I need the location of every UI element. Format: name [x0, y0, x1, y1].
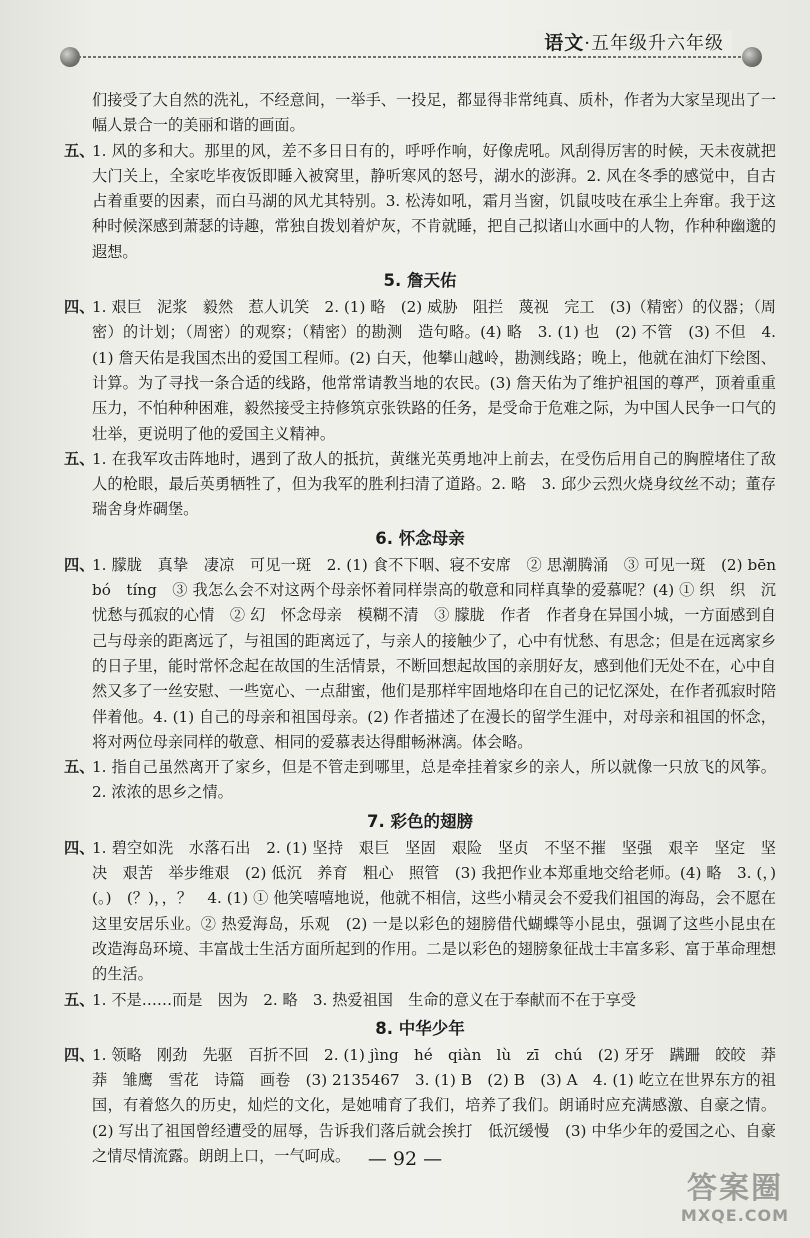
answer-paragraph — [64, 88, 776, 139]
answer-paragraph — [64, 447, 776, 523]
title-separator: · — [584, 33, 591, 54]
paragraph-text: 1. 领略 刚劲 先驱 百折不回 2. (1) jìng hé qiàn lù zī chú (2) 牙牙 蹒跚 皎皎 莽莽 雏鹰 雪花 诗篇 画卷 (3) 2135467 3. (1) B (2) B (3) A 4. (1) 屹立在世界东方的祖国，有着悠久的历史，灿烂的文化，是她哺育了我们，培养了我们。朗诵时应充满感激、自豪之情。(2) 写出了祖国曾经遭受的屈辱，告诉我们落后就会挨打 低沉缓慢 (3) 中华少年的爱国之心、自豪之情尽情流露。朗朗上口，一气呵成。 — [92, 1045, 776, 1165]
paragraph-text: 1. 风的多和大。那里的风，差不多日日有的，呼呼作响，好像虎吼。风刮得厉害的时候，天未夜就把大门关上，全家吃毕夜饭即睡入被窝里，静听寒风的怒号，湖水的澎湃。2. 风在冬季的感觉中，自古占着重要的因素，而白马湖的风尤其特别。3. 松涛如吼，霜月当窗，饥鼠吱吱在承尘上奔窜。我于这种时候深感到萧瑟的诗趣，常独自拨划着炉灰，不肯就睡，把自己拟诸山水画中的人物，作种种幽邈的遐想。 — [92, 141, 776, 261]
question-label: 五、 — [64, 141, 95, 160]
section-title: 8. 中华少年 — [375, 1018, 465, 1038]
paragraph-text: 1. 碧空如洗 水落石出 2. (1) 坚持 艰巨 坚固 艰险 坚贞 不坚不摧 坚强 艰辛 坚定 坚决 艰苦 举步维艰 (2) 低沉 养育 粗心 照管 (3) 我把作业本郑重地交给老师。(4) 略 3. (，) (。) (？)，，？ 4. (1) ① 他笑嘻嘻地说，他就不相信，这些小精灵会不爱我们祖国的海岛，会不愿在这里安居乐业。② 热爱海岛，乐观 (2) 一是以彩色的翅膀借代蝴蝶等小昆虫，强调了这些小昆虫在改造海岛环境、丰富战士生活方面所起到的作用。二是以彩色的翅膀象征战士丰富多彩、富于革命理想的生活。 — [92, 838, 792, 984]
paragraph-text: 们接受了大自然的洗礼，不经意间，一举手、一投足，都显得非常纯真、质朴，作者为大家呈现出了一幅人景合一的美丽和谐的画面。 — [92, 91, 776, 135]
paragraph-text: 1. 指自己虽然离开了家乡，但是不管走到哪里，总是牵挂着家乡的亲人，所以就像一只放飞的风筝。2. 浓浓的思乡之情。 — [92, 758, 776, 802]
bullet-ornament-icon — [60, 47, 80, 67]
answer-paragraph — [64, 295, 776, 447]
section-title: 5. 詹天佑 — [383, 271, 457, 291]
question-label: 四、 — [64, 838, 95, 857]
paragraph-text: 1. 艰巨 泥浆 毅然 惹人讥笑 2. (1) 略 (2) 威胁 阻拦 蔑视 完工 (3)（精密）的仪器；（周密）的计划；（周密）的观察；（精密）的勘测 造句略。(4) 略 3. (1) 也 (2) 不管 (3) 不但 4. (1) 詹天佑是我国杰出的爱国工程师。(2) 白天，他攀山越岭，勘测线路；晚上，他就在油灯下绘图、计算。为了寻找一条合适的线路，他常常请教当地的农民。(3) 詹天佑为了维护祖国的尊严，顶着重重压力，不怕种种困难，毅然接受主持修筑京张铁路的任务，是受命于危难之际，为中国人民争一口气的壮举，更说明了他的爱国主义精神。 — [92, 298, 776, 443]
answer-paragraph — [64, 139, 776, 265]
grade-label: 五年级升六年级 — [591, 33, 724, 54]
answer-paragraph — [64, 755, 776, 806]
paragraph-text: 1. 朦胧 真挚 凄凉 可见一斑 2. (1) 食不下咽、寝不安席 ② 思潮腾涌 ③ 可见一斑 (2) bēn bó tíng ③ 我怎么会不对这两个母亲怀着同样崇高的敬意和同样真挚的爱慕呢？(4) ① 织 织 沉 忧愁与孤寂的心情 ② 幻 怀念母亲 模糊不清 ③ 朦胧 作者 作者身在异国小城，一方面感到自己与母亲的距离远了，与祖国的距离远了，与亲人的接触少了，心中有忧愁、有思念；但是在远离家乡的日子里，能时常怀念起在故国的生活情景，不断回想起故国的亲朋好友，感到他们无处不在，心中自然又多了一丝安慰、一些宽心、一点甜蜜，他们是那样牢固地烙印在自己的记忆深处，在作者孤寂时陪伴着他。4. (1) 自己的母亲和祖国母亲。(2) 作者描述了在漫长的留学生涯中，对母亲和祖国的怀念，将对两位母亲同样的敬意、相同的爱慕表达得酣畅淋漓。体会略。 — [92, 555, 792, 751]
watermark-logo — [670, 1172, 800, 1232]
watermark-title: 答案圈 — [687, 1171, 783, 1206]
question-label: 五、 — [64, 758, 95, 777]
question-label: 四、 — [64, 1045, 95, 1064]
answer-paragraph — [64, 553, 792, 755]
answer-paragraph — [64, 836, 792, 988]
question-label: 四、 — [64, 298, 95, 317]
question-label: 五、 — [64, 990, 95, 1009]
question-label: 四、 — [64, 555, 95, 574]
section-title: 7. 彩色的翅膀 — [367, 811, 473, 831]
header-title — [536, 30, 732, 56]
page-number: — 92 — — [367, 1148, 443, 1170]
answer-paragraph — [64, 988, 776, 1013]
subject-label: 语文 — [544, 32, 585, 54]
question-label: 五、 — [64, 449, 95, 468]
page-header — [60, 30, 762, 70]
bullet-ornament-icon — [742, 47, 762, 67]
header-dotted-rule — [78, 56, 744, 58]
answer-content — [64, 88, 792, 1169]
paragraph-text: 1. 不是……而是 因为 2. 略 3. 热爱祖国 生命的意义在于奉献而不在于享受 — [92, 990, 636, 1009]
section-title: 6. 怀念母亲 — [375, 528, 465, 548]
paragraph-text: 1. 在我军攻击阵地时，遇到了敌人的抵抗，黄继光英勇地冲上前去，在受伤后用自己的胸膛堵住了敌人的枪眼，最后英勇牺牲了，但为我军的胜利扫清了道路。2. 略 3. 邱少云烈火烧身纹丝不动；董存瑞舍身炸碉堡。 — [92, 449, 776, 519]
watermark-url: MXQE.COM — [680, 1206, 790, 1225]
